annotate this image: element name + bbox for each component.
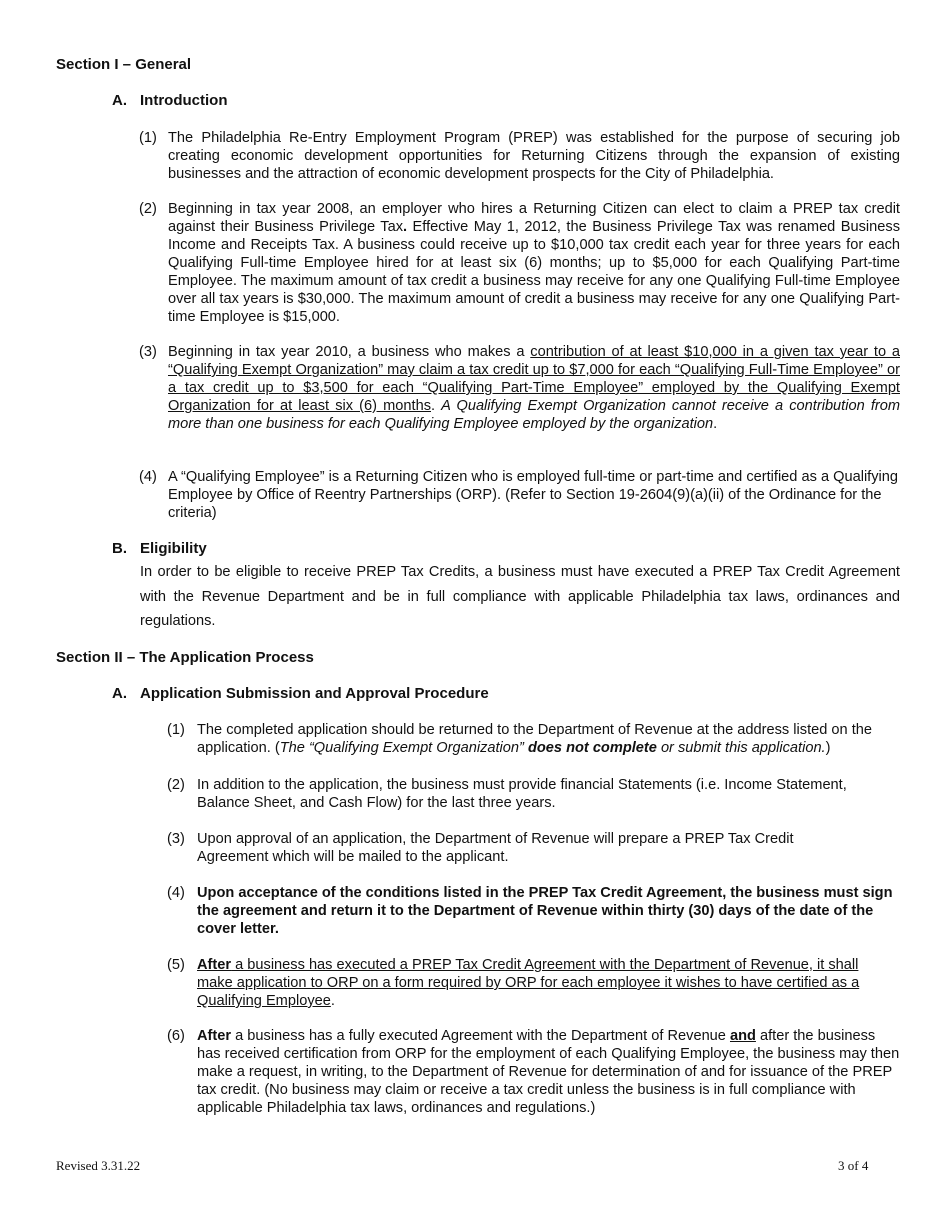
- item-text-part: .: [403, 219, 408, 235]
- item-text: A “Qualifying Employee” is a Returning Citizen who is employed full-time or part-time and certified as a Qualifying Employee by Office of Reentry Partnerships (ORP). (Refer to Section 19-2604(9)(a)(ii) of the Ordinance for the criteria): [168, 469, 899, 521]
- item-number: (1): [139, 130, 157, 146]
- item-text: In addition to the application, the business must provide financial Statements (i.e. Income Statement, Balance Sheet, and Cash Flow) for the last three years.: [197, 777, 847, 811]
- item-text-part: .: [330, 993, 335, 1009]
- item-number: (1): [167, 722, 185, 738]
- item-text-part: Effective May 1, 2012, the Business Privilege Tax was renamed Business Income and Receipts Tax. A business could receive up to $10,000 tax credit each year for three years for each Qualifying Full-time Employee hired for at least six (6) months; up to $5,000 for each Qualifying Part-time Employee. The maximum amount of tax credit a business may receive for any one Qualifying Full-time Employee over all tax years is $30,000. The maximum amount of credit a business may receive for any one Qualifying Part-time Employee is $15,000.: [168, 219, 900, 325]
- item-text: [168, 343, 900, 433]
- section-1-a-heading: [112, 92, 227, 110]
- item-text-italic: or submit this application.: [656, 740, 826, 756]
- item-text: [197, 956, 877, 1010]
- procedure-item-6: [167, 1027, 900, 1117]
- eligibility-text: In order to be eligible to receive PREP Tax Credits, a business must have executed a PREP Tax Credit Agreement with the Revenue Department and be in full compliance with applicable Philadelphia tax laws, ordinances and regulations.: [140, 564, 900, 629]
- procedure-item-4: [167, 884, 907, 938]
- section-2-a-letter: A.: [112, 685, 127, 702]
- item-text: [197, 721, 900, 757]
- item-number: (6): [167, 1028, 185, 1044]
- item-text-part: after the business has received certification from ORP for the employment of each Qualifying Employee, the business may then make a request, in writing, to the Department of Revenue for determination of and for issuance of the PREP tax credit. (No business may claim or receive a tax credit unless the business is in full compliance with applicable Philadelphia tax laws, ordinances and regulations.): [197, 1028, 900, 1116]
- item-number: (5): [167, 957, 185, 973]
- section-2-title: Section II – The Application Process: [56, 649, 314, 666]
- section-1-b-letter: B.: [112, 540, 127, 557]
- item-text-bold-underlined: After: [197, 957, 232, 973]
- item-text-underlined: contribution of at least $10,000 in a given tax year to a “Qualifying Exempt Organization” may claim a tax credit up to $7,000 for each “Qualifying Full-Time Employee” or a tax credit up to $3,500 for each “Qualifying Part-Time Employee” employed by the Qualifying Exempt Organization for at least six (6) months: [168, 344, 900, 414]
- procedure-item-5: [167, 956, 877, 1010]
- item-text-part: .: [713, 416, 718, 432]
- item-number: (2): [139, 201, 157, 217]
- item-text-italic: The “Qualifying Exempt Organization”: [279, 740, 528, 756]
- section-1-b-title: Eligibility: [140, 540, 207, 557]
- item-text-part: a business has a fully executed Agreement with the Department of Revenue: [231, 1028, 730, 1044]
- item-text-part: .: [431, 398, 442, 414]
- item-text: [168, 200, 900, 326]
- item-text-part: Beginning in tax year 2008, an employer who hires a Returning Citizen can elect to claim a PREP tax credit against their Business Privilege Tax: [168, 201, 900, 235]
- item-text-bold-italic: does not complete: [527, 740, 657, 756]
- item-number: (4): [167, 885, 185, 901]
- item-number: (3): [167, 831, 185, 847]
- section-1-b-heading: [112, 540, 207, 558]
- item-number: (3): [139, 344, 157, 360]
- intro-item-1: [139, 129, 900, 183]
- intro-item-3: [139, 343, 900, 433]
- procedure-item-2: [167, 776, 900, 812]
- item-text-bold: After: [197, 1028, 232, 1044]
- item-number: (4): [139, 469, 157, 485]
- section-2-a-title: Application Submission and Approval Procedure: [140, 685, 489, 702]
- revised-date: Revised 3.31.22: [56, 1158, 141, 1173]
- item-text: Upon approval of an application, the Department of Revenue will prepare a PREP Tax Credit Agreement which will be mailed to the applicant.: [197, 831, 794, 865]
- item-text-italic: A Qualifying Exempt Organization cannot receive a contribution from more than one business for each Qualifying Employee employed by the organization: [168, 398, 901, 432]
- item-text: [197, 1027, 900, 1117]
- section-1-title: Section I – General: [56, 56, 192, 73]
- item-text-part: Beginning in tax year 2010, a business who makes a: [168, 344, 531, 360]
- intro-item-2: [139, 200, 900, 326]
- item-text-underlined: a business has executed a PREP Tax Credit Agreement with the Department of Revenue, it shall make application to ORP on a form required by ORP for each employee it wishes to have certified as a Qualifying Employee: [197, 957, 860, 1009]
- procedure-item-3: [167, 830, 847, 866]
- section-1-a-title: Introduction: [140, 92, 228, 109]
- procedure-item-1: [167, 721, 900, 757]
- item-text-part: The completed application should be returned to the Department of Revenue at the address listed on the application. (: [197, 722, 872, 756]
- section-1-a-letter: A.: [112, 92, 127, 109]
- item-text-part: ): [825, 740, 831, 756]
- item-text-bold-underlined: and: [729, 1028, 756, 1044]
- item-text-bold: Upon acceptance of the conditions listed in the PREP Tax Credit Agreement, the business must sign the agreement and return it to the Department of Revenue within thirty (30) days of the date of the cover letter.: [197, 885, 893, 937]
- section-2-a-heading: [112, 685, 489, 703]
- item-text: The Philadelphia Re-Entry Employment Program (PREP) was established for the purpose of securing job creating economic development opportunities for Returning Citizens through the expansion of existing businesses and the attraction of economic development prospects for the City of Philadelphia.: [168, 130, 900, 182]
- page-number: 3 of 4: [838, 1158, 869, 1173]
- item-number: (2): [167, 777, 185, 793]
- intro-item-4: [139, 468, 900, 522]
